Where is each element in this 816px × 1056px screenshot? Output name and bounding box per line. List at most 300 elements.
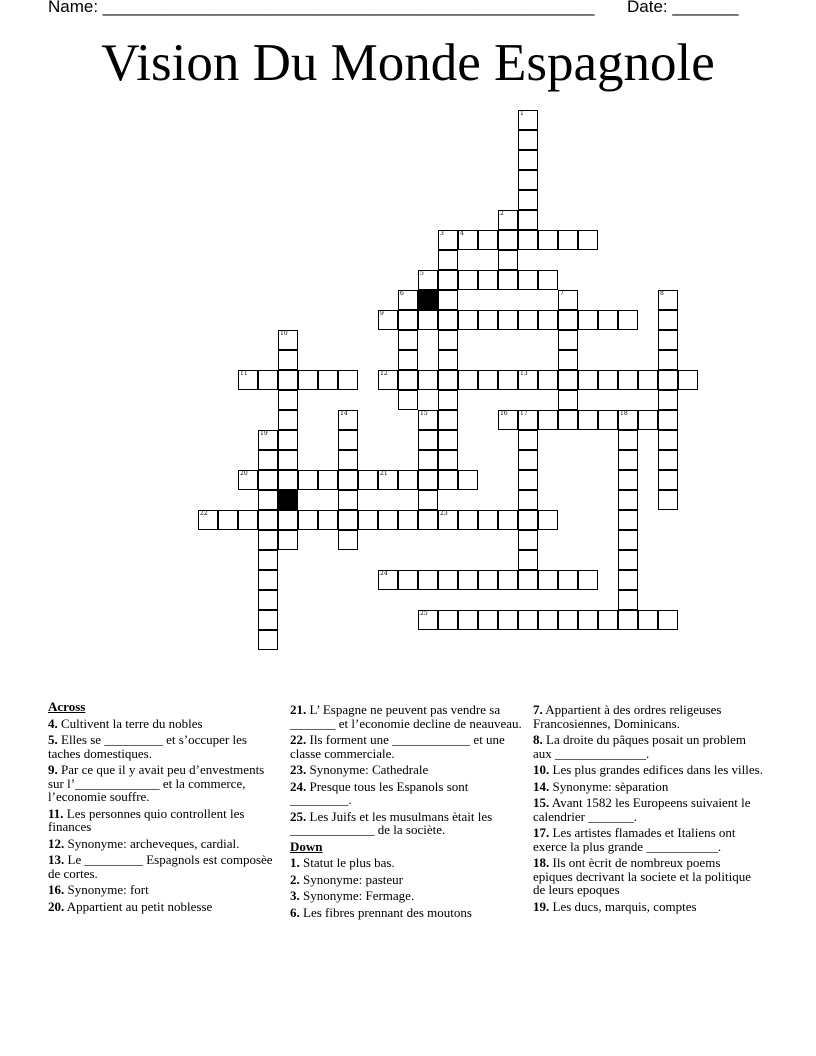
clue-text: Les Juifs et les musulmans ètait les _____________ de la sociète. — [290, 808, 493, 837]
grid-cell[interactable] — [478, 310, 498, 330]
grid-cell[interactable] — [518, 110, 538, 130]
grid-cell[interactable] — [438, 250, 458, 270]
grid-cell[interactable] — [418, 450, 438, 470]
clue-number-25: 25 — [420, 610, 428, 617]
clue-text: Synonyme: Cathedrale — [306, 762, 429, 777]
clue-2 — [290, 873, 522, 887]
clue-text: La droite du pâques posait un problem aux ______________. — [533, 732, 747, 761]
grid-cell[interactable] — [518, 210, 538, 230]
clue-20 — [48, 900, 282, 914]
clue-number: 2. — [290, 871, 300, 887]
clue-text: Appartient au petit noblesse — [64, 898, 213, 914]
grid-cell[interactable] — [458, 270, 478, 290]
grid-cell[interactable] — [438, 370, 458, 390]
grid-cell[interactable] — [438, 390, 458, 410]
grid-cell[interactable] — [618, 490, 638, 510]
grid-cell[interactable] — [518, 570, 538, 590]
clue-text: Ils ont ècrit de nombreux poems epiques decrivant la societe et la politique de leurs epoques — [533, 855, 752, 897]
grid-cell[interactable] — [618, 530, 638, 550]
grid-cell[interactable] — [338, 410, 358, 430]
clue-1 — [290, 856, 522, 870]
grid-cell[interactable] — [198, 510, 218, 530]
clue-number-17: 17 — [520, 410, 528, 417]
grid-cell[interactable] — [658, 470, 678, 490]
clue-number: 7. — [533, 702, 543, 717]
grid-cell[interactable] — [618, 450, 638, 470]
grid-cell[interactable] — [458, 230, 478, 250]
grid-cell[interactable] — [478, 570, 498, 590]
grid-cell[interactable] — [658, 410, 678, 430]
clue-text: Appartient à des ordres religeuses Francosiennes, Dominicans. — [533, 702, 722, 731]
grid-cell[interactable] — [558, 570, 578, 590]
clue-8 — [533, 733, 763, 760]
clue-number-11: 11 — [240, 370, 248, 377]
grid-cell[interactable] — [518, 370, 538, 390]
grid-cell[interactable] — [618, 550, 638, 570]
grid-cell[interactable] — [458, 610, 478, 630]
clues-column-1 — [48, 700, 282, 913]
grid-cell[interactable] — [538, 610, 558, 630]
grid-cell[interactable] — [318, 370, 338, 390]
clue-number: 1. — [290, 855, 300, 870]
grid-cell[interactable] — [278, 530, 298, 550]
grid-cell[interactable] — [238, 370, 258, 390]
grid-cell[interactable] — [458, 310, 478, 330]
grid-cell[interactable] — [418, 430, 438, 450]
clue-number: 8. — [533, 732, 543, 747]
clue-number: 25. — [290, 808, 307, 824]
grid-cell[interactable] — [578, 310, 598, 330]
grid-cell[interactable] — [318, 470, 338, 490]
grid-cell[interactable] — [378, 570, 398, 590]
clue-23 — [290, 763, 522, 777]
grid-cell[interactable] — [598, 370, 618, 390]
clue-9 — [48, 763, 282, 804]
clue-number-4: 4 — [460, 230, 464, 237]
clue-19 — [533, 900, 763, 914]
grid-cell[interactable] — [498, 370, 518, 390]
grid-cell[interactable] — [238, 510, 258, 530]
grid-cell[interactable] — [538, 510, 558, 530]
grid-cell[interactable] — [438, 570, 458, 590]
grid-cell[interactable] — [338, 450, 358, 470]
clue-number-21: 21 — [380, 470, 388, 477]
grid-cell[interactable] — [458, 470, 478, 490]
grid-cell[interactable] — [358, 510, 378, 530]
clue-text: Le _________ Espagnols est composèe de cortes. — [48, 852, 273, 881]
clue-number: 12. — [48, 835, 65, 851]
clue-text: Les artistes flamades et Italiens ont exerce la plus grande ___________. — [533, 825, 736, 854]
grid-cell[interactable] — [278, 330, 298, 350]
grid-cell[interactable] — [398, 330, 418, 350]
clue-11 — [48, 807, 282, 834]
grid-cell[interactable] — [398, 370, 418, 390]
grid-cell[interactable] — [638, 410, 658, 430]
grid-cell[interactable] — [578, 410, 598, 430]
grid-cell[interactable] — [598, 310, 618, 330]
grid-cell[interactable] — [438, 310, 458, 330]
grid-cell[interactable] — [658, 330, 678, 350]
grid-cell[interactable] — [438, 610, 458, 630]
clue-17 — [533, 826, 763, 853]
clue-number-12: 12 — [380, 370, 388, 377]
grid-cell[interactable] — [398, 390, 418, 410]
grid-cell[interactable] — [478, 610, 498, 630]
clue-number: 19. — [533, 898, 550, 914]
grid-cell[interactable] — [258, 370, 278, 390]
grid-cell[interactable] — [558, 410, 578, 430]
clue-number-5: 5 — [420, 270, 424, 277]
grid-cell[interactable] — [398, 510, 418, 530]
clue-number: 21. — [290, 702, 307, 717]
clue-text: Synonyme: pasteur — [299, 871, 404, 887]
grid-cell[interactable] — [658, 430, 678, 450]
grid-cell[interactable] — [258, 490, 278, 510]
grid-cell[interactable] — [638, 370, 658, 390]
grid-cell[interactable] — [418, 470, 438, 490]
clue-text: Par ce que il y avait peu d’envestments sur l’_____________ et la commerce, l’economie souffre. — [48, 762, 265, 804]
grid-cell[interactable] — [398, 290, 418, 310]
grid-cell[interactable] — [418, 270, 438, 290]
grid-cell[interactable] — [478, 510, 498, 530]
grid-cell[interactable] — [338, 470, 358, 490]
grid-cell[interactable] — [418, 490, 438, 510]
grid-cell[interactable] — [438, 470, 458, 490]
clue-number-13: 13 — [520, 370, 528, 377]
grid-cell[interactable] — [378, 510, 398, 530]
grid-cell[interactable] — [418, 310, 438, 330]
grid-cell[interactable] — [438, 350, 458, 370]
grid-cell[interactable] — [438, 230, 458, 250]
clue-number: 13. — [48, 852, 65, 867]
grid-cell[interactable] — [418, 410, 438, 430]
grid-cell[interactable] — [558, 610, 578, 630]
clue-24 — [290, 780, 522, 807]
clue-text: Les ducs, marquis, comptes — [549, 898, 697, 914]
clue-number: 14. — [533, 778, 550, 794]
grid-cell[interactable] — [658, 370, 678, 390]
grid-cell[interactable] — [518, 310, 538, 330]
grid-cell[interactable] — [438, 290, 458, 310]
grid-cell[interactable] — [558, 330, 578, 350]
grid-cell[interactable] — [338, 370, 358, 390]
grid-cell[interactable] — [478, 370, 498, 390]
grid-cell[interactable] — [558, 310, 578, 330]
clue-number-3: 3 — [440, 230, 444, 237]
grid-cell[interactable] — [278, 390, 298, 410]
grid-cell[interactable] — [518, 150, 538, 170]
grid-cell[interactable] — [298, 510, 318, 530]
grid-cell[interactable] — [438, 510, 458, 530]
down-clue-list-continued — [533, 703, 763, 913]
clue-6 — [290, 906, 522, 920]
clue-number: 11. — [48, 805, 64, 821]
clue-15 — [533, 796, 763, 823]
grid-cell[interactable] — [398, 310, 418, 330]
grid-cell[interactable] — [558, 290, 578, 310]
clue-number-1: 1 — [520, 110, 524, 117]
grid-cell[interactable] — [638, 610, 658, 630]
grid-cell[interactable] — [658, 290, 678, 310]
clue-number-6: 6 — [400, 290, 404, 297]
grid-cell[interactable] — [498, 310, 518, 330]
grid-cell[interactable] — [358, 470, 378, 490]
grid-cell[interactable] — [338, 490, 358, 510]
grid-cell[interactable] — [498, 610, 518, 630]
down-heading: Down — [290, 838, 323, 854]
clue-7 — [533, 703, 763, 730]
clue-number: 17. — [533, 825, 550, 840]
clue-22 — [290, 733, 522, 760]
grid-cell[interactable] — [518, 450, 538, 470]
grid-cell[interactable] — [498, 410, 518, 430]
grid-cell[interactable] — [418, 610, 438, 630]
clue-25 — [290, 810, 522, 837]
grid-cell[interactable] — [278, 430, 298, 450]
grid-cell[interactable] — [498, 210, 518, 230]
grid-cell[interactable] — [238, 470, 258, 490]
clue-text: Cultivent la terre du nobles — [57, 715, 203, 731]
across-heading: Across — [48, 699, 86, 714]
clue-3 — [290, 889, 522, 903]
grid-cell[interactable] — [618, 310, 638, 330]
grid-cell[interactable] — [538, 570, 558, 590]
grid-cell[interactable] — [618, 470, 638, 490]
grid-cell[interactable] — [378, 310, 398, 330]
grid-cell[interactable] — [518, 430, 538, 450]
grid-cell[interactable] — [518, 130, 538, 150]
clues-column-2 — [290, 700, 522, 919]
clue-number-18: 18 — [620, 410, 628, 417]
grid-cell[interactable] — [438, 410, 458, 430]
grid-cell[interactable] — [618, 410, 638, 430]
clue-number: 22. — [290, 732, 307, 747]
grid-cell[interactable] — [298, 470, 318, 490]
grid-cell[interactable] — [518, 410, 538, 430]
clue-number-22: 22 — [200, 510, 208, 517]
grid-cell[interactable] — [278, 470, 298, 490]
grid-cell[interactable] — [498, 250, 518, 270]
grid-cell[interactable] — [258, 530, 278, 550]
clue-text: Ils forment une ____________ et une classe commerciale. — [290, 732, 505, 761]
grid-cell[interactable] — [618, 570, 638, 590]
grid-cell[interactable] — [618, 610, 638, 630]
grid-cell[interactable] — [618, 590, 638, 610]
name-date-line — [48, 0, 748, 17]
grid-cell[interactable] — [578, 570, 598, 590]
clue-5 — [48, 733, 282, 760]
clue-number-2: 2 — [500, 210, 504, 217]
grid-cell[interactable] — [618, 510, 638, 530]
clue-21 — [290, 703, 522, 730]
grid-cell[interactable] — [438, 330, 458, 350]
grid-cell[interactable] — [378, 370, 398, 390]
down-clue-list — [290, 856, 522, 919]
clue-number-15: 15 — [420, 410, 428, 417]
grid-cell[interactable] — [518, 170, 538, 190]
grid-cell[interactable] — [658, 390, 678, 410]
grid-cell[interactable] — [418, 370, 438, 390]
grid-cell[interactable] — [498, 510, 518, 530]
grid-cell[interactable] — [658, 610, 678, 630]
clue-text: Synonyme: Fermage. — [299, 888, 415, 903]
grid-cell[interactable] — [458, 370, 478, 390]
grid-cell[interactable] — [258, 510, 278, 530]
black-cell — [418, 290, 438, 310]
clue-text: Les fibres prennant des moutons — [299, 904, 472, 920]
clue-number: 3. — [290, 888, 300, 903]
grid-cell[interactable] — [538, 270, 558, 290]
clue-number: 23. — [290, 762, 307, 777]
clue-text: Les personnes quio controllent les finances — [48, 805, 245, 834]
grid-cell[interactable] — [558, 230, 578, 250]
clue-text: Elles se _________ et s’occuper les taches domestiques. — [48, 732, 247, 761]
date-field[interactable]: Date: _______ — [627, 0, 739, 16]
grid-cell[interactable] — [258, 590, 278, 610]
grid-cell[interactable] — [398, 350, 418, 370]
grid-cell[interactable] — [558, 370, 578, 390]
clue-text: Synonyme: fort — [64, 882, 149, 897]
grid-cell[interactable] — [518, 530, 538, 550]
grid-cell[interactable] — [338, 510, 358, 530]
grid-cell[interactable] — [478, 230, 498, 250]
grid-cell[interactable] — [658, 450, 678, 470]
grid-cell[interactable] — [678, 370, 698, 390]
grid-cell[interactable] — [278, 350, 298, 370]
grid-cell[interactable] — [578, 230, 598, 250]
across-clue-list — [48, 717, 282, 914]
grid-cell[interactable] — [278, 450, 298, 470]
grid-cell[interactable] — [298, 370, 318, 390]
clue-number: 4. — [48, 715, 58, 731]
clue-text: Synonyme: sèparation — [549, 778, 669, 794]
clue-number-20: 20 — [240, 470, 248, 477]
grid-cell[interactable] — [538, 410, 558, 430]
clue-14 — [533, 780, 763, 794]
grid-cell[interactable] — [518, 610, 538, 630]
clue-4 — [48, 717, 282, 731]
grid-cell[interactable] — [658, 490, 678, 510]
clue-number-24: 24 — [380, 570, 388, 577]
clue-number-23: 23 — [440, 510, 448, 517]
clue-number-9: 9 — [380, 310, 384, 317]
grid-cell[interactable] — [258, 430, 278, 450]
grid-cell[interactable] — [618, 430, 638, 450]
clue-number: 16. — [48, 882, 65, 897]
clue-number: 9. — [48, 762, 58, 777]
clue-12 — [48, 837, 282, 851]
clue-text: Les plus grandes edifices dans les villes. — [549, 762, 763, 777]
grid-cell[interactable] — [458, 510, 478, 530]
grid-cell[interactable] — [538, 230, 558, 250]
clue-number: 6. — [290, 904, 300, 920]
clue-18 — [533, 856, 763, 897]
grid-cell[interactable] — [318, 510, 338, 530]
grid-cell[interactable] — [438, 450, 458, 470]
grid-cell[interactable] — [258, 470, 278, 490]
grid-cell[interactable] — [478, 270, 498, 290]
grid-cell[interactable] — [258, 630, 278, 650]
grid-cell[interactable] — [618, 370, 638, 390]
clue-text: Synonyme: archeveques, cardial. — [64, 835, 240, 851]
clue-number-7: 7 — [560, 290, 564, 297]
clue-number: 5. — [48, 732, 58, 747]
grid-cell[interactable] — [518, 270, 538, 290]
grid-cell[interactable] — [258, 570, 278, 590]
clue-number: 20. — [48, 898, 65, 914]
grid-cell[interactable] — [218, 510, 238, 530]
clue-number: 10. — [533, 762, 550, 777]
grid-cell[interactable] — [518, 190, 538, 210]
clue-text: Avant 1582 les Europeens suivaient le calendrier _______. — [533, 795, 751, 824]
grid-cell[interactable] — [498, 570, 518, 590]
grid-cell[interactable] — [418, 510, 438, 530]
grid-cell[interactable] — [598, 610, 618, 630]
grid-cell[interactable] — [518, 510, 538, 530]
clue-number-8: 8 — [660, 290, 664, 297]
clue-number-10: 10 — [280, 330, 288, 337]
grid-cell[interactable] — [398, 570, 418, 590]
grid-cell[interactable] — [518, 490, 538, 510]
black-cell — [278, 490, 298, 510]
clue-number: 15. — [533, 795, 550, 810]
grid-cell[interactable] — [558, 390, 578, 410]
grid-cell[interactable] — [278, 510, 298, 530]
grid-cell[interactable] — [498, 230, 518, 250]
clue-number-19: 19 — [260, 430, 268, 437]
grid-cell[interactable] — [438, 270, 458, 290]
grid-cell[interactable] — [518, 470, 538, 490]
grid-cell[interactable] — [498, 270, 518, 290]
across-clue-list-continued — [290, 703, 522, 837]
clue-10 — [533, 763, 763, 777]
clue-text: L’ Espagne ne peuvent pas vendre sa _______ et l’economie decline de neauveau. — [290, 702, 522, 731]
grid-cell[interactable] — [258, 550, 278, 570]
grid-cell[interactable] — [578, 610, 598, 630]
grid-cell[interactable] — [598, 410, 618, 430]
grid-cell[interactable] — [278, 370, 298, 390]
grid-cell[interactable] — [578, 370, 598, 390]
grid-cell[interactable] — [538, 310, 558, 330]
grid-cell[interactable] — [518, 550, 538, 570]
clue-number-14: 14 — [340, 410, 348, 417]
grid-cell[interactable] — [278, 410, 298, 430]
grid-cell[interactable] — [258, 450, 278, 470]
grid-cell[interactable] — [438, 430, 458, 450]
grid-cell[interactable] — [418, 570, 438, 590]
grid-cell[interactable] — [538, 370, 558, 390]
grid-cell[interactable] — [338, 430, 358, 450]
grid-cell[interactable] — [258, 610, 278, 630]
name-field[interactable]: Name: ____________________________________________________ — [48, 0, 595, 16]
clue-text: Presque tous les Espanols sont _________. — [290, 778, 469, 807]
puzzle-title: Vision Du Monde Espagnole — [101, 34, 715, 92]
grid-cell[interactable] — [458, 570, 478, 590]
grid-cell[interactable] — [518, 230, 538, 250]
clue-16 — [48, 883, 282, 897]
clue-number: 18. — [533, 855, 550, 870]
grid-cell[interactable] — [338, 530, 358, 550]
grid-cell[interactable] — [658, 350, 678, 370]
grid-cell[interactable] — [558, 350, 578, 370]
clue-text: Statut le plus bas. — [299, 855, 395, 870]
clue-number-16: 16 — [500, 410, 508, 417]
grid-cell[interactable] — [398, 470, 418, 490]
grid-cell[interactable] — [658, 310, 678, 330]
clue-number: 24. — [290, 778, 307, 794]
clues-column-3 — [533, 700, 763, 913]
grid-cell[interactable] — [378, 470, 398, 490]
